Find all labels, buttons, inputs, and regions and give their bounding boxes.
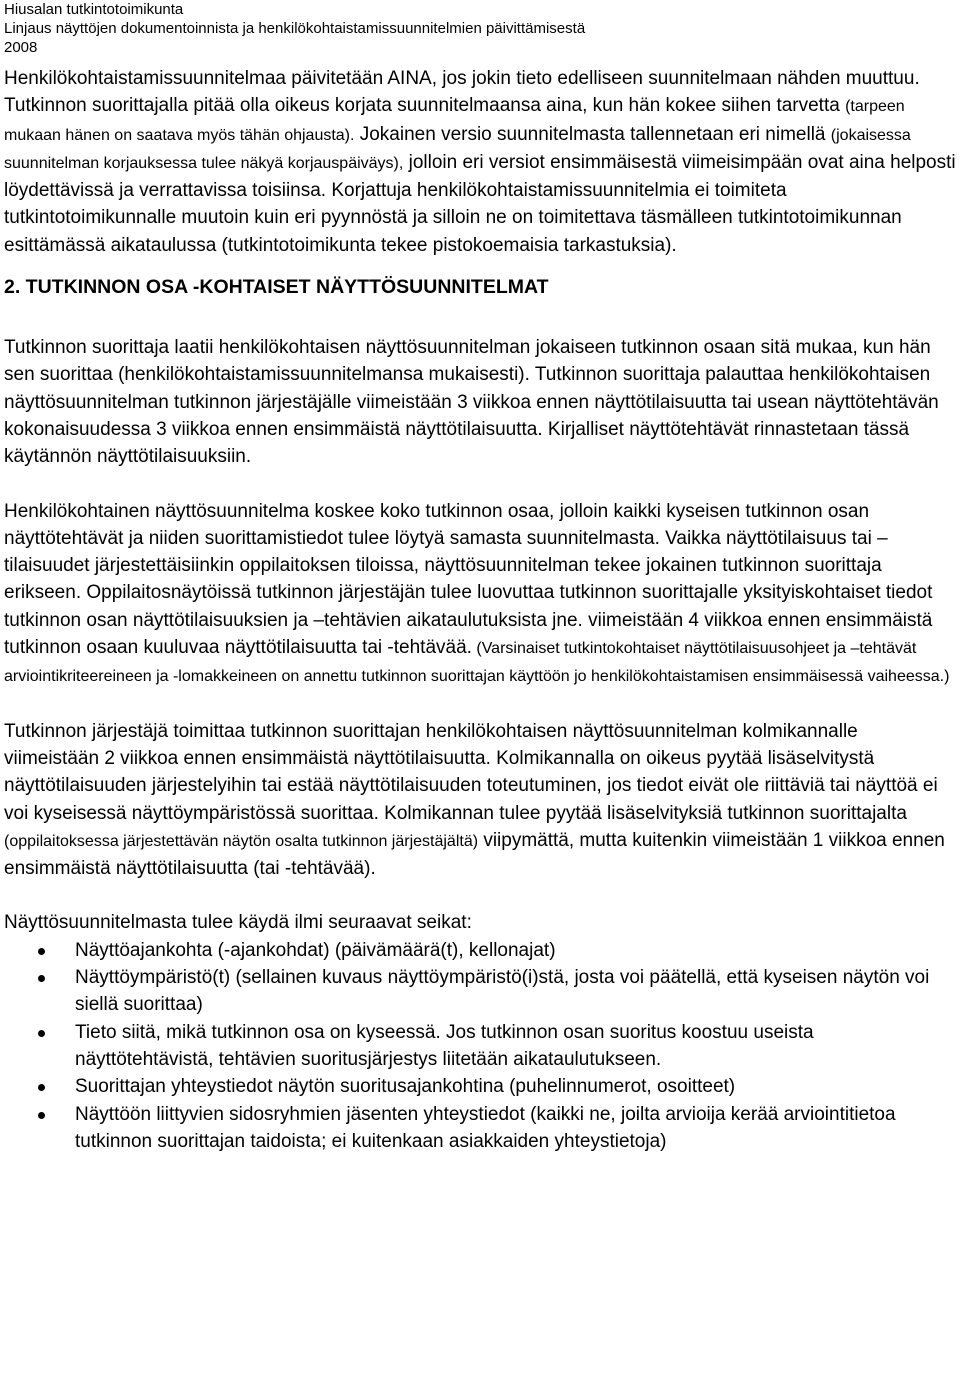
list-item-text: Suorittajan yhteystiedot näytön suoritusajankohtina (puhelinnumerot, osoitteet) <box>75 1076 736 1098</box>
section-heading: 2. TUTKINNON OSA -KOHTAISET NÄYTTÖSUUNNITELMAT <box>4 276 549 299</box>
paragraph-plan-preparation: Tutkinnon suorittaja laatii henkilökohtaisen näyttösuunnitelman jokaiseen tutkinnon osaan sitä mukaa, kun hän sen suorittaa (henkilökohtaistamissuunnitelmansa mukaisesti). Tutkinnon suorittaja palauttaa henkilökohtaisen näyttösuunnitelman tutkinnon järjestäjälle viimeistään 3 viikkoa ennen näyttötilaisuutta tai usean näyttötehtävän kokonaisuudessa 3 viikkoa ennen ensimmäistä näyttötilaisuutta. Kirjalliset näyttötehtävät rinnastetaan tässä käytännön näyttötilaisuuksiin. <box>4 337 939 468</box>
bullet-icon <box>38 1084 45 1091</box>
document-header <box>4 0 956 57</box>
list-item <box>4 1073 956 1100</box>
paragraph-note: (jokaisessa suunnitelman korjauksessa tulee näkyä korjauspäiväys), <box>4 126 911 172</box>
paragraph-note: (tarpeen mukaan hänen on saatava myös tähän ohjausta). <box>4 98 905 144</box>
paragraph-note: (oppilaitoksessa järjestettävän näytön osalta tutkinnon järjestäjältä) <box>4 832 479 850</box>
list-item-text: Näyttöön liittyvien sidosryhmien jäsenten yhteystiedot (kaikki ne, joilta arvioija kerää arviointitietoa tutkinnon suorittajan taidoista; ei kuitenkaan asiakkaiden yhteystietoja) <box>75 1103 896 1152</box>
requirements-list <box>4 937 956 1155</box>
paragraph-plan-scope <box>4 498 956 691</box>
bullet-icon <box>38 1030 45 1037</box>
list-item <box>4 1019 956 1074</box>
paragraph-text: jolloin eri versiot ensimmäisestä viimeisimpään ovat aina helposti löydettävissä ja verrattavissa toisiinsa. Korjattuja henkilökohtaistamissuunnitelmia ei toimiteta tutkintotoimikunnalle muutoin kuin eri pyynnöstä ja silloin ne on toimitettava täsmälleen tutkintotoimikunnan esittämässä aikataulussa (tutkintotoimikunta tekee pistokoemaisia tarkastuksia). <box>4 151 956 256</box>
list-item <box>4 1101 956 1156</box>
paragraph-text: Henkilökohtainen näyttösuunnitelma koskee koko tutkinnon osaa, jolloin kaikki kyseisen tutkinnon osan näyttötehtävät ja niiden suorittamistiedot tulee löytyä samasta suunnitelmasta. Vaikka näyttötilaisuus tai –tilaisuudet järjestettäisiinkin oppilaitoksen tiloissa, näyttösuunnitelman tekee jokainen tutkinnon suorittaja erikseen. Oppilaitosnäytöissä tutkinnon järjestäjän tulee luovuttaa tutkinnon suorittajalle yksityiskohtaiset tiedot tutkinnon osan näyttötilaisuuksien ja –tehtävien aikataulutuksista jne. viimeistään 4 viikkoa ennen ensimmäistä tutkinnon osaan kuuluvaa näyttötilaisuutta tai -tehtävää. <box>4 500 933 659</box>
paragraph-note: (Varsinaiset tutkintokohtaiset näyttötilaisuusohjeet ja –tehtävät arviointikriteereineen ja -lomakkeineen on annettu tutkinnon suorittajan käyttöön jo henkilökohtaistamisen ensimmäisessä vaiheessa.) <box>4 640 950 686</box>
paragraph-text: Henkilökohtaistamissuunnitelmaa päivitetään AINA, jos jokin tieto edelliseen suunnitelmaan nähden muuttuu. Tutkinnon suorittajalla pitää olla oikeus korjata suunnitelmaansa aina, kun hän kokee siihen tarvetta <box>4 68 920 117</box>
bullet-icon <box>38 948 45 955</box>
paragraph-tripartite-review <box>4 718 956 883</box>
list-item-text: Tieto siitä, mikä tutkinnon osa on kyseessä. Jos tutkinnon osan suoritus koostuu useista näyttötehtävistä, tehtävien suoritusjärjestys liitetään aikataulutukseen. <box>75 1021 814 1070</box>
bullet-icon <box>38 1112 45 1119</box>
list-item <box>4 937 956 964</box>
header-document-title: Linjaus näyttöjen dokumentoinnista ja henkilökohtaistamissuunnitelmien päivittämisestä <box>4 20 586 37</box>
paragraph-plan-updates <box>4 65 956 259</box>
paragraph-text: viipymättä, mutta kuitenkin viimeistään 1 viikkoa ennen ensimmäistä näyttötilaisuutta (tai -tehtävää). <box>4 829 945 880</box>
header-year: 2008 <box>4 39 38 56</box>
list-item <box>4 964 956 1019</box>
list-intro: Näyttösuunnitelmasta tulee käydä ilmi seuraavat seikat: <box>4 912 472 934</box>
paragraph-text: Jokainen versio suunnitelmasta tallennetaan eri nimellä <box>354 123 831 145</box>
paragraph-text: Tutkinnon järjestäjä toimittaa tutkinnon suorittajan henkilökohtaisen näyttösuunnitelman kolmikannalle viimeistään 2 viikkoa ennen ensimmäistä näyttötilaisuutta. Kolmikannalla on oikeus pyytää lisäselvitystä näyttötilaisuuden järjestelyihin tai estää näyttötilaisuuden toteutuminen, jos tiedot eivät ole riittäviä tai näyttöä ei voi kyseisessä näyttöympäristössä suorittaa. Kolmikannan tulee pyytää lisäselvityksiä tutkinnon suorittajalta <box>4 720 938 824</box>
list-item-text: Näyttöympäristö(t) (sellainen kuvaus näyttöympäristö(i)stä, josta voi päätellä, että kyseisen näytön voi siellä suorittaa) <box>75 967 930 1016</box>
list-item-text: Näyttöajankohta (-ajankohdat) (päivämäärä(t), kellonajat) <box>75 939 556 961</box>
header-organization: Hiusalan tutkintotoimikunta <box>4 1 184 18</box>
bullet-icon <box>38 975 45 982</box>
